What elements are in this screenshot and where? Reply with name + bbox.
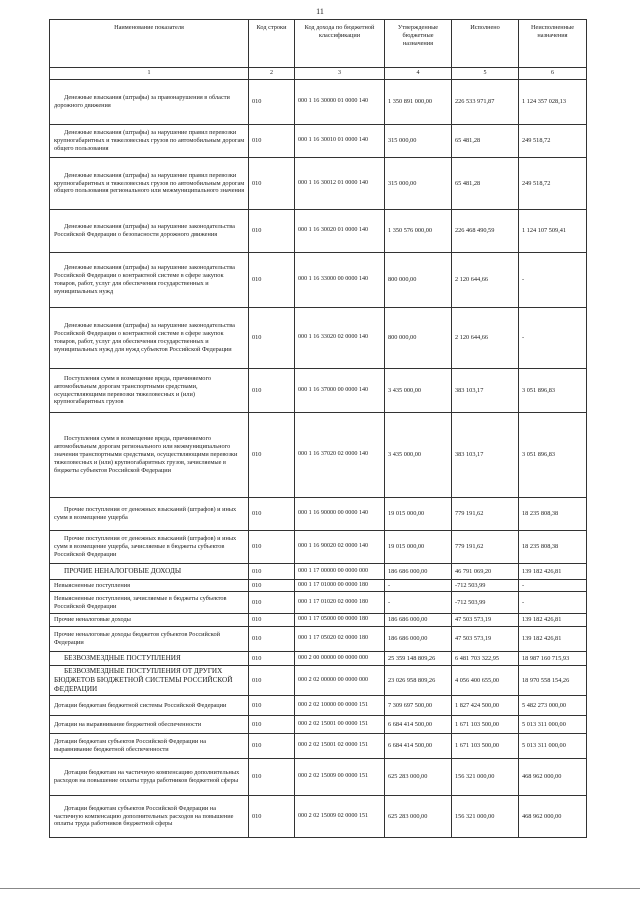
line-code-cell: 010 — [249, 696, 295, 716]
column-number: 6 — [519, 68, 587, 80]
income-code-cell: 000 2 02 15009 02 0000 151 — [295, 796, 385, 838]
table-row — [50, 564, 587, 580]
income-code-cell: 000 1 16 90000 00 0000 140 — [295, 498, 385, 531]
income-code-cell: 000 2 02 00000 00 0000 000 — [295, 666, 385, 696]
executed-amount-cell: 1 827 424 500,00 — [452, 696, 519, 716]
line-code-cell: 010 — [249, 308, 295, 369]
executed-amount-cell: 65 481,28 — [452, 125, 519, 158]
income-code-cell: 000 1 17 05020 02 0000 180 — [295, 627, 385, 652]
line-code-cell: 010 — [249, 564, 295, 580]
line-code-cell: 010 — [249, 734, 295, 759]
header-approved: Утвержденные бюджетные назначения — [385, 20, 452, 68]
unexecuted-amount-cell: 139 182 426,81 — [519, 614, 587, 627]
unexecuted-amount-cell: 1 124 357 028,13 — [519, 80, 587, 125]
line-code-cell: 010 — [249, 652, 295, 666]
income-code-cell: 000 1 16 30010 01 0000 140 — [295, 125, 385, 158]
income-code-cell: 000 1 16 30000 01 0000 140 — [295, 80, 385, 125]
unexecuted-amount-cell: 139 182 426,81 — [519, 627, 587, 652]
approved-amount-cell: 800 000,00 — [385, 253, 452, 308]
line-code-cell: 010 — [249, 531, 295, 564]
indicator-name-cell: Дотации бюджетам субъектов Российской Федерации на выравнивание бюджетной обеспеченности — [50, 734, 249, 759]
line-code-cell: 010 — [249, 498, 295, 531]
line-code-cell: 010 — [249, 413, 295, 498]
indicator-name-cell: БЕЗВОЗМЕЗДНЫЕ ПОСТУПЛЕНИЯ ОТ ДРУГИХ БЮДЖЕТОВ БЮДЖЕТНОЙ СИСТЕМЫ РОССИЙСКОЙ ФЕДЕРАЦИИ — [50, 666, 249, 696]
indicator-name-cell: Прочие неналоговые доходы — [50, 614, 249, 627]
table-row — [50, 531, 587, 564]
table-row — [50, 413, 587, 498]
executed-amount-cell: 383 103,17 — [452, 413, 519, 498]
executed-amount-cell: 4 056 400 655,00 — [452, 666, 519, 696]
unexecuted-amount-cell: 3 051 896,83 — [519, 369, 587, 413]
header-line-code: Код строки — [249, 20, 295, 68]
executed-amount-cell: -712 503,99 — [452, 592, 519, 614]
approved-amount-cell: 625 283 000,00 — [385, 796, 452, 838]
approved-amount-cell: - — [385, 592, 452, 614]
unexecuted-amount-cell: 139 182 426,81 — [519, 564, 587, 580]
table-row — [50, 759, 587, 796]
indicator-name-cell: Денежные взыскания (штрафы) за нарушение правил перевозки крупногабаритных и тяжеловесных грузов по автомобильным дорогам общего пользования регионального или межмуниципального значения — [50, 158, 249, 210]
indicator-name-cell: Денежные взыскания (штрафы) за нарушение законодательства Российской Федерации о контрактной системе в сфере закупок товаров, работ, услуг для обеспечения государственных и муниципальных нужд для нужд субъектов Российской Федерации — [50, 308, 249, 369]
approved-amount-cell: - — [385, 580, 452, 592]
indicator-name-cell: Прочие поступления от денежных взысканий (штрафов) и иных сумм в возмещение ущерба, зачисляемые в бюджеты субъектов Российской Федерации — [50, 531, 249, 564]
executed-amount-cell: 6 481 703 322,95 — [452, 652, 519, 666]
column-number: 4 — [385, 68, 452, 80]
table-row — [50, 734, 587, 759]
income-code-cell: 000 1 17 01000 00 0000 180 — [295, 580, 385, 592]
approved-amount-cell: 625 283 000,00 — [385, 759, 452, 796]
table-row — [50, 125, 587, 158]
approved-amount-cell: 3 435 000,00 — [385, 369, 452, 413]
executed-amount-cell: 47 503 573,19 — [452, 627, 519, 652]
line-code-cell: 010 — [249, 125, 295, 158]
approved-amount-cell: 800 000,00 — [385, 308, 452, 369]
indicator-name-cell: Денежные взыскания (штрафы) за нарушение законодательства Российской Федерации о контрактной системе в сфере закупок товаров, работ, услуг для обеспечения государственных и муниципальных нужд — [50, 253, 249, 308]
income-code-cell: 000 1 16 90020 02 0000 140 — [295, 531, 385, 564]
unexecuted-amount-cell: 5 482 273 000,00 — [519, 696, 587, 716]
indicator-name-cell: Поступления сумм в возмещение вреда, причиняемого автомобильным дорогам транспортными средствами, осуществляющими перевозки тяжеловесных и (или) крупногабаритных грузов — [50, 369, 249, 413]
executed-amount-cell: 226 533 971,87 — [452, 80, 519, 125]
executed-amount-cell: 226 468 490,59 — [452, 210, 519, 253]
income-code-cell: 000 1 16 37020 02 0000 140 — [295, 413, 385, 498]
table-row — [50, 580, 587, 592]
indicator-name-cell: Прочие неналоговые доходы бюджетов субъектов Российской Федерации — [50, 627, 249, 652]
income-code-cell: 000 1 16 30012 01 0000 140 — [295, 158, 385, 210]
line-code-cell: 010 — [249, 627, 295, 652]
approved-amount-cell: 3 435 000,00 — [385, 413, 452, 498]
unexecuted-amount-cell: - — [519, 580, 587, 592]
table-row — [50, 498, 587, 531]
indicator-name-cell: Дотации бюджетам на частичную компенсацию дополнительных расходов на повышение оплаты труда работников бюджетной сферы — [50, 759, 249, 796]
approved-amount-cell: 19 015 000,00 — [385, 531, 452, 564]
unexecuted-amount-cell: 249 518,72 — [519, 125, 587, 158]
line-code-cell: 010 — [249, 580, 295, 592]
unexecuted-amount-cell: 18 235 808,38 — [519, 498, 587, 531]
column-number: 2 — [249, 68, 295, 80]
line-code-cell: 010 — [249, 759, 295, 796]
approved-amount-cell: 186 686 000,00 — [385, 614, 452, 627]
indicator-name-cell: Невыясненные поступления — [50, 580, 249, 592]
approved-amount-cell: 25 359 148 809,26 — [385, 652, 452, 666]
executed-amount-cell: 2 120 644,66 — [452, 253, 519, 308]
table-row — [50, 666, 587, 696]
executed-amount-cell: 383 103,17 — [452, 369, 519, 413]
indicator-name-cell: Денежные взыскания (штрафы) за правонарушения в области дорожного движения — [50, 80, 249, 125]
income-code-cell: 000 1 16 30020 01 0000 140 — [295, 210, 385, 253]
line-code-cell: 010 — [249, 666, 295, 696]
table-header-row — [50, 20, 587, 68]
income-code-cell: 000 1 17 05000 00 0000 180 — [295, 614, 385, 627]
unexecuted-amount-cell: - — [519, 592, 587, 614]
table-row — [50, 253, 587, 308]
line-code-cell: 010 — [249, 210, 295, 253]
indicator-name-cell: БЕЗВОЗМЕЗДНЫЕ ПОСТУПЛЕНИЯ — [50, 652, 249, 666]
unexecuted-amount-cell: 468 962 000,00 — [519, 759, 587, 796]
income-code-cell: 000 1 16 33000 00 0000 140 — [295, 253, 385, 308]
unexecuted-amount-cell: - — [519, 253, 587, 308]
approved-amount-cell: 315 000,00 — [385, 125, 452, 158]
income-code-cell: 000 2 02 15001 02 0000 151 — [295, 734, 385, 759]
table-row — [50, 627, 587, 652]
approved-amount-cell: 23 026 958 809,26 — [385, 666, 452, 696]
unexecuted-amount-cell: 18 970 558 154,26 — [519, 666, 587, 696]
income-code-cell: 000 2 02 10000 00 0000 151 — [295, 696, 385, 716]
header-income-code: Код дохода по бюджетной классификации — [295, 20, 385, 68]
unexecuted-amount-cell: 5 013 311 000,00 — [519, 734, 587, 759]
approved-amount-cell: 315 000,00 — [385, 158, 452, 210]
page-number: 11 — [316, 7, 324, 16]
line-code-cell: 010 — [249, 158, 295, 210]
indicator-name-cell: Дотации на выравнивание бюджетной обеспеченности — [50, 716, 249, 734]
table-row — [50, 696, 587, 716]
table-row — [50, 796, 587, 838]
income-code-cell: 000 1 16 37000 00 0000 140 — [295, 369, 385, 413]
approved-amount-cell: 19 015 000,00 — [385, 498, 452, 531]
indicator-name-cell: Денежные взыскания (штрафы) за нарушение правил перевозки крупногабаритных и тяжеловесных грузов по автомобильным дорогам общего пользования — [50, 125, 249, 158]
line-code-cell: 010 — [249, 592, 295, 614]
unexecuted-amount-cell: 18 987 160 715,93 — [519, 652, 587, 666]
unexecuted-amount-cell: - — [519, 308, 587, 369]
indicator-name-cell: ПРОЧИЕ НЕНАЛОГОВЫЕ ДОХОДЫ — [50, 564, 249, 580]
bottom-divider — [0, 888, 640, 889]
executed-amount-cell: 779 191,62 — [452, 531, 519, 564]
line-code-cell: 010 — [249, 796, 295, 838]
executed-amount-cell: -712 503,99 — [452, 580, 519, 592]
table-row — [50, 716, 587, 734]
approved-amount-cell: 1 350 891 000,00 — [385, 80, 452, 125]
table-row — [50, 652, 587, 666]
table-row — [50, 369, 587, 413]
indicator-name-cell: Прочие поступления от денежных взысканий (штрафов) и иных сумм в возмещение ущерба — [50, 498, 249, 531]
executed-amount-cell: 156 321 000,00 — [452, 759, 519, 796]
table-row — [50, 592, 587, 614]
income-code-cell: 000 2 02 15001 00 0000 151 — [295, 716, 385, 734]
executed-amount-cell: 47 503 573,19 — [452, 614, 519, 627]
approved-amount-cell: 6 684 414 500,00 — [385, 734, 452, 759]
approved-amount-cell: 6 684 414 500,00 — [385, 716, 452, 734]
line-code-cell: 010 — [249, 80, 295, 125]
income-code-cell: 000 2 02 15009 00 0000 151 — [295, 759, 385, 796]
executed-amount-cell: 2 120 644,66 — [452, 308, 519, 369]
executed-amount-cell: 779 191,62 — [452, 498, 519, 531]
header-indicator-name: Наименование показателя — [50, 20, 249, 68]
executed-amount-cell: 156 321 000,00 — [452, 796, 519, 838]
line-code-cell: 010 — [249, 253, 295, 308]
line-code-cell: 010 — [249, 369, 295, 413]
budget-execution-table — [49, 19, 587, 838]
unexecuted-amount-cell: 249 518,72 — [519, 158, 587, 210]
income-code-cell: 000 1 17 01020 02 0000 180 — [295, 592, 385, 614]
executed-amount-cell: 1 671 103 500,00 — [452, 734, 519, 759]
header-unexecuted: Неисполненные назначения — [519, 20, 587, 68]
header-executed: Исполнено — [452, 20, 519, 68]
line-code-cell: 010 — [249, 614, 295, 627]
table-row — [50, 158, 587, 210]
column-number: 1 — [50, 68, 249, 80]
approved-amount-cell: 186 686 000,00 — [385, 627, 452, 652]
column-number: 5 — [452, 68, 519, 80]
column-number: 3 — [295, 68, 385, 80]
table-row — [50, 308, 587, 369]
income-code-cell: 000 2 00 00000 00 0000 000 — [295, 652, 385, 666]
approved-amount-cell: 186 686 000,00 — [385, 564, 452, 580]
indicator-name-cell: Денежные взыскания (штрафы) за нарушение законодательства Российской Федерации о безопасности дорожного движения — [50, 210, 249, 253]
indicator-name-cell: Дотации бюджетам бюджетной системы Российской Федерации — [50, 696, 249, 716]
unexecuted-amount-cell: 1 124 107 509,41 — [519, 210, 587, 253]
column-number-row — [50, 68, 587, 80]
table-row — [50, 614, 587, 627]
indicator-name-cell: Дотации бюджетам субъектов Российской Федерации на частичную компенсацию дополнительных расходов на повышение оплаты труда работников бюджетной сферы — [50, 796, 249, 838]
approved-amount-cell: 7 309 697 500,00 — [385, 696, 452, 716]
table-row — [50, 80, 587, 125]
indicator-name-cell: Невыясненные поступления, зачисляемые в бюджеты субъектов Российской Федерации — [50, 592, 249, 614]
unexecuted-amount-cell: 3 051 896,83 — [519, 413, 587, 498]
executed-amount-cell: 1 671 103 500,00 — [452, 716, 519, 734]
unexecuted-amount-cell: 18 235 808,38 — [519, 531, 587, 564]
income-code-cell: 000 1 17 00000 00 0000 000 — [295, 564, 385, 580]
unexecuted-amount-cell: 5 013 311 000,00 — [519, 716, 587, 734]
unexecuted-amount-cell: 468 962 000,00 — [519, 796, 587, 838]
line-code-cell: 010 — [249, 716, 295, 734]
executed-amount-cell: 46 791 069,20 — [452, 564, 519, 580]
table-row — [50, 210, 587, 253]
approved-amount-cell: 1 350 576 000,00 — [385, 210, 452, 253]
indicator-name-cell: Поступления сумм в возмещение вреда, причиняемого автомобильным дорогам регионального или межмуниципального значения транспортными средствами, осуществляющими перевозки тяжеловесных и (или) крупногабаритных грузов, зачисляемые в бюджеты субъектов Российской Федерации — [50, 413, 249, 498]
executed-amount-cell: 65 481,28 — [452, 158, 519, 210]
income-code-cell: 000 1 16 33020 02 0000 140 — [295, 308, 385, 369]
